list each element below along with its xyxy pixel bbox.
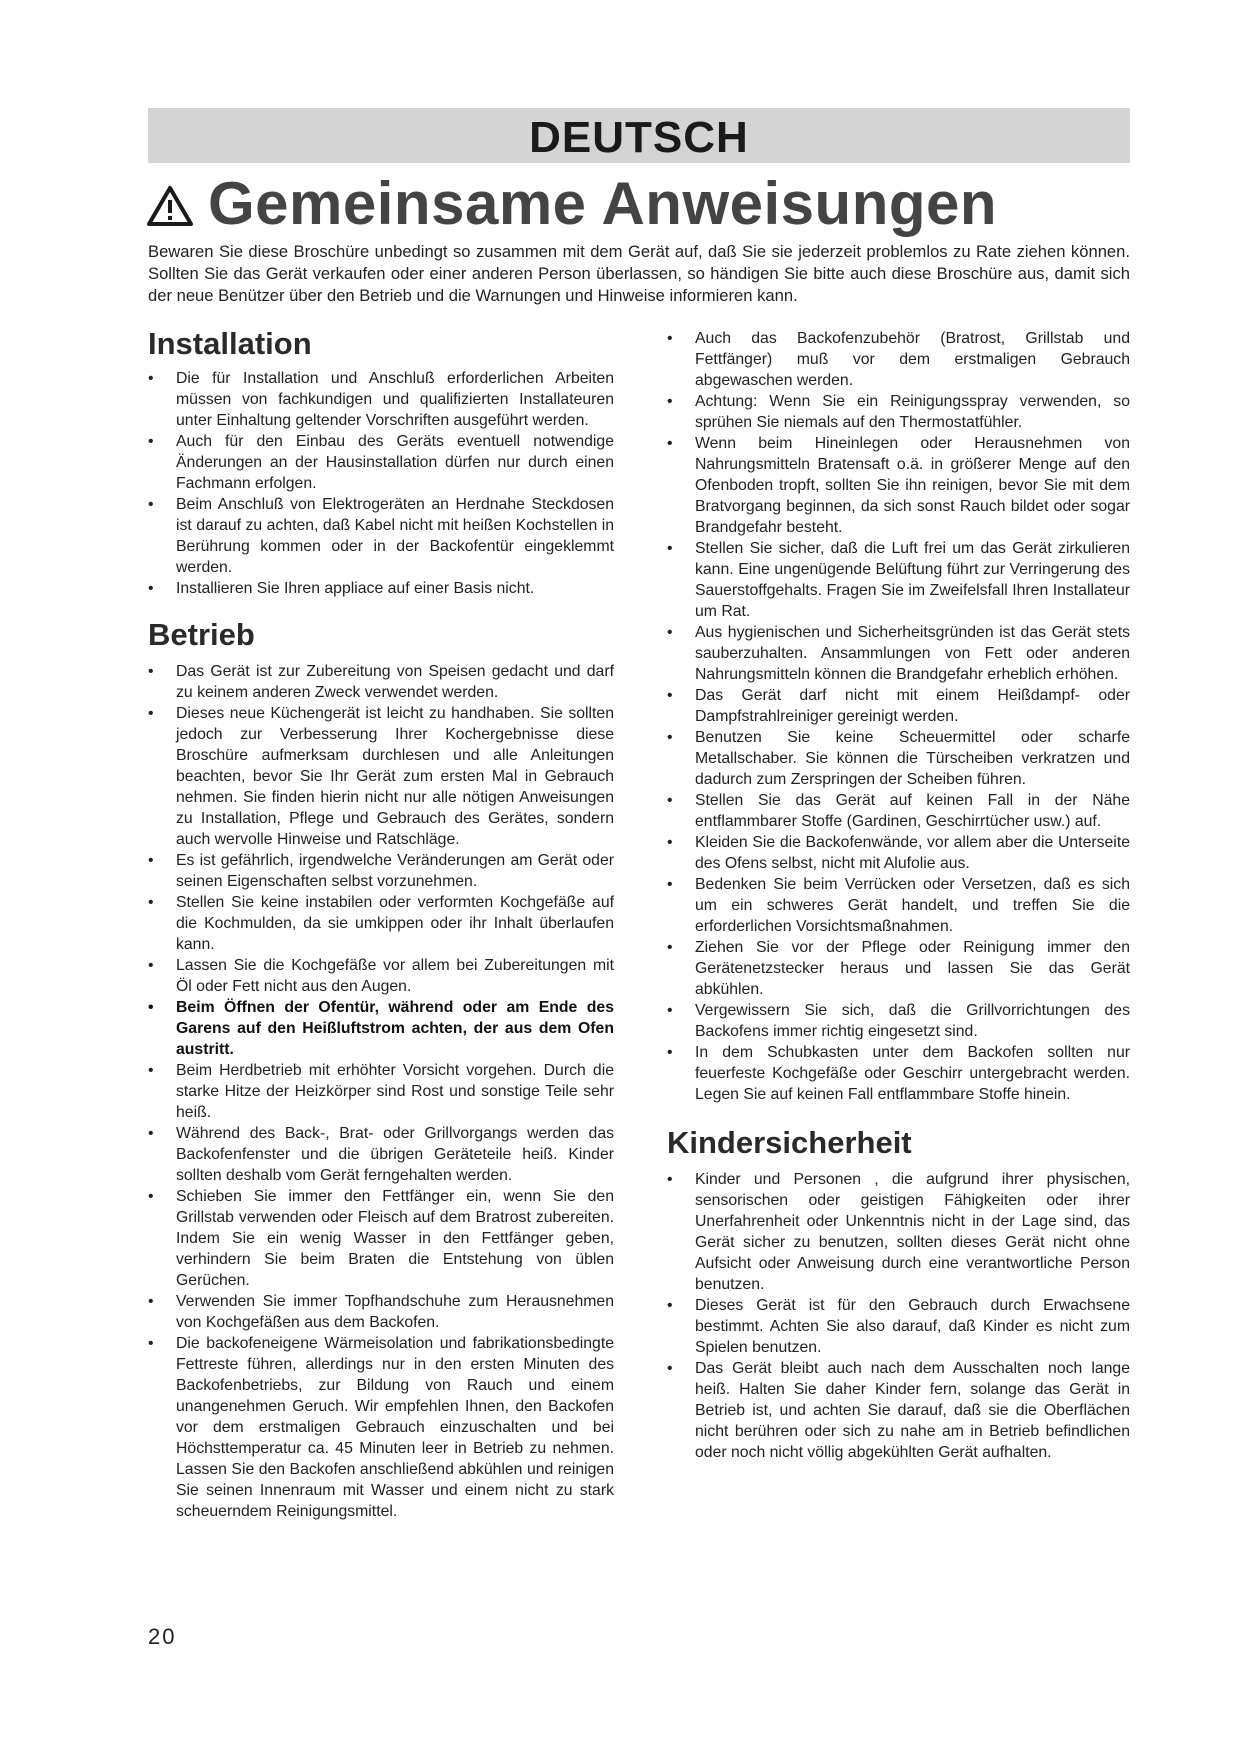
page-number: 20: [148, 1624, 177, 1649]
betrieb-section: [148, 617, 614, 1522]
list-item: • Verwenden Sie immer Topfhandschuhe zum Herausnehmen von Kochgefäßen aus dem Backofen.: [148, 1291, 614, 1333]
kindersicherheit-section: [667, 1125, 1130, 1463]
list-item: • Auch für den Einbau des Geräts eventuell notwendige Änderungen an der Hausinstallation dürfen nur durch einen Fachmann erfolgen.: [148, 431, 614, 494]
list-item: • Das Gerät ist zur Zubereitung von Speisen gedacht und darf zu keinem anderen Zweck verwendet werden.: [148, 661, 614, 703]
list-item: • Die backofeneigene Wärmeisolation und fabrikationsbedingte Fettreste führen, allerdings nur in den ersten Minuten des Backofenbetriebs, zur Bildung von Rauch und einem unangenehmen Geruch. Wir empfehlen Ihnen, den Backofen vor dem erstmaligen Gebrauch einzuschalten und bei Höchsttemperatur ca. 45 Minuten leer in Betrieb zu nehmen. Lassen Sie den Backofen anschließend abkühlen und reinigen Sie seinen Innenraum mit Wasser und einem nicht zu stark scheuerndem Reinigungsmittel.: [148, 1333, 614, 1522]
list-item: • Kinder und Personen , die aufgrund ihrer physischen, sensorischen oder geistigen Fähigkeiten oder ihrer Unerfahrenheit oder Unkenntnis nicht in der Lage sind, das Gerät sicher zu benutzen, sollten dieses Gerät nicht ohne Aufsicht oder Anweisung durch eine verantwortliche Person benutzen.: [667, 1169, 1130, 1295]
list-item: • Dieses Gerät ist für den Gebrauch durch Erwachsene bestimmt. Achten Sie also darauf, daß Kinder es nicht zum Spielen benutzen.: [667, 1295, 1130, 1358]
list-item: • Stellen Sie keine instabilen oder verformten Kochgefäße auf die Kochmulden, da sie umkippen oder ihr Inhalt überlaufen kann.: [148, 892, 614, 955]
list-item: • Wenn beim Hineinlegen oder Herausnehmen von Nahrungsmitteln Bratensaft o.ä. in größerer Menge auf den Ofenboden tropft, sollten Sie ihn reinigen, bevor Sie mit dem Bratvorgang beginnen, da sich sonst Rauch bildet oder sogar Brandgefahr besteht.: [667, 433, 1130, 538]
list-item: • Benutzen Sie keine Scheuermittel oder scharfe Metallschaber. Sie können die Türscheiben verkratzen und dadurch zum Zerspringen der Scheiben führen.: [667, 727, 1130, 790]
left-column: [148, 326, 614, 1522]
installation-title: Installation: [148, 326, 312, 361]
list-item: • Beim Anschluß von Elektrogeräten an Herdnahe Steckdosen ist darauf zu achten, daß Kabel nicht mit heißen Kochstellen in Berührung kommen oder in der Backofentür eingeklemmt werden.: [148, 494, 614, 578]
list-item: • Während des Back-, Brat- oder Grillvorgangs werden das Backofenfenster und die übrigen Geräteteile heiß. Kinder sollten deshalb vom Gerät ferngehalten werden.: [148, 1123, 614, 1186]
list-item: • Stellen Sie sicher, daß die Luft frei um das Gerät zirkulieren kann. Eine ungenügende Belüftung führt zur Verringerung des Sauerstoffgehalts. Fragen Sie im Zweifelsfall Ihren Installateur um Rat.: [667, 538, 1130, 622]
kindersicherheit-title: Kindersicherheit: [667, 1125, 912, 1160]
list-item: • Dieses neue Küchengerät ist leicht zu handhaben. Sie sollten jedoch zur Verbesserung Ihrer Kochergebnisse diese Broschüre aufmerksam durchlesen und alle Anleitungen beachten, bevor Sie Ihr Gerät zum ersten Mal in Gebrauch nehmen. Sie finden hierin nicht nur alle nötigen Anweisungen zu Installation, Pflege und Gebrauch des Gerätes, sondern auch wervolle Hinweise und Ratschläge.: [148, 703, 614, 850]
list-item: • Ziehen Sie vor der Pflege oder Reinigung immer den Gerätenetzstecker heraus und lassen Sie das Gerät abkühlen.: [667, 937, 1130, 1000]
betrieb-title: Betrieb: [148, 617, 255, 652]
language-banner: DEUTSCH: [529, 113, 749, 162]
installation-list: [148, 368, 614, 599]
list-item: • Das Gerät bleibt auch nach dem Ausschalten noch lange heiß. Halten Sie daher Kinder fern, solange das Gerät in Betrieb ist, und achten Sie darauf, daß sie die Oberflächen nicht berühren oder sich zu nahe am in Betrieb befindlichen oder noch nicht völlig abgekühlten Gerät aufhalten.: [667, 1358, 1130, 1463]
warning-triangle-icon: [146, 185, 194, 227]
list-item: • Es ist gefährlich, irgendwelche Veränderungen am Gerät oder seinen Eigenschaften selbst vorzunehmen.: [148, 850, 614, 892]
betrieb-list: [148, 661, 614, 1522]
list-item: • Lassen Sie die Kochgefäße vor allem bei Zubereitungen mit Öl oder Fett nicht aus den Augen.: [148, 955, 614, 997]
list-item: • Achtung: Wenn Sie ein Reinigungsspray verwenden, so sprühen Sie niemals auf den Thermostatfühler.: [667, 391, 1130, 433]
list-item: • Auch das Backofenzubehör (Bratrost, Grillstab und Fettfänger) muß vor dem erstmaligen Gebrauch abgewaschen werden.: [667, 328, 1130, 391]
list-item: • Vergewissern Sie sich, daß die Grillvorrichtungen des Backofens immer richtig eingesetzt sind.: [667, 1000, 1130, 1042]
list-item: • Die für Installation und Anschluß erforderlichen Arbeiten müssen von fachkundigen und qualifizierten Installateuren unter Einhaltung geltender Vorschriften ausgeführt werden.: [148, 368, 614, 431]
list-item: • Kleiden Sie die Backofenwände, vor allem aber die Unterseite des Ofens selbst, nicht mit Alufolie aus.: [667, 832, 1130, 874]
list-item: • Beim Herdbetrieb mit erhöhter Vorsicht vorgehen. Durch die starke Hitze der Heizkörper sind Rost und sonstige Teile sehr heiß.: [148, 1060, 614, 1123]
list-item: • Bedenken Sie beim Verrücken oder Versetzen, daß es sich um ein schweres Gerät handelt, und treffen Sie die erforderlichen Vorsichtsmaßnahmen.: [667, 874, 1130, 937]
list-item: • Aus hygienischen und Sicherheitsgründen ist das Gerät stets sauberzuhalten. Ansammlungen von Fett oder anderen Nahrungsmitteln können die Brandgefahr erheblich erhöhen.: [667, 622, 1130, 685]
list-item-bold: • Beim Öffnen der Ofentür, während oder am Ende des Garens auf den Heißluftstrom achten, der aus dem Ofen austritt.: [148, 997, 614, 1060]
list-item: • Installieren Sie Ihren appliace auf einer Basis nicht.: [148, 578, 614, 599]
installation-section: [148, 326, 614, 599]
right-column: [667, 328, 1130, 1463]
betrieb-continued-list: [667, 328, 1130, 1105]
list-item: • Das Gerät darf nicht mit einem Heißdampf- oder Dampfstrahlreiniger gereinigt werden.: [667, 685, 1130, 727]
kindersicherheit-list: [667, 1169, 1130, 1463]
page-title: [146, 168, 997, 238]
page-title-text: Gemeinsame Anweisungen: [208, 169, 998, 237]
list-item: • Stellen Sie das Gerät auf keinen Fall in der Nähe entflammbarer Stoffe (Gardinen, Geschirrtücher usw.) auf.: [667, 790, 1130, 832]
intro-paragraph: Bewaren Sie diese Broschüre unbedingt so zusammen mit dem Gerät auf, daß Sie sie jederzeit problemlos zu Rate ziehen können. Sollten Sie das Gerät verkaufen oder einer anderen Person überlassen, so händigen Sie bitte auch diese Broschüre aus, damit sich der neue Benützer über den Betrieb und die Warnungen und Hinweise informieren kann.: [148, 242, 1130, 305]
list-item: • Schieben Sie immer den Fettfänger ein, wenn Sie den Grillstab verwenden oder Fleisch auf dem Bratrost zubereiten. Indem Sie ein wenig Wasser in den Fettfänger geben, verhindern Sie beim Braten die Entstehung von üblen Gerüchen.: [148, 1186, 614, 1291]
list-item: • In dem Schubkasten unter dem Backofen sollten nur feuerfeste Kochgefäße oder Geschirr untergebracht werden. Legen Sie auf keinen Fall entflammbare Stoffe hinein.: [667, 1042, 1130, 1105]
